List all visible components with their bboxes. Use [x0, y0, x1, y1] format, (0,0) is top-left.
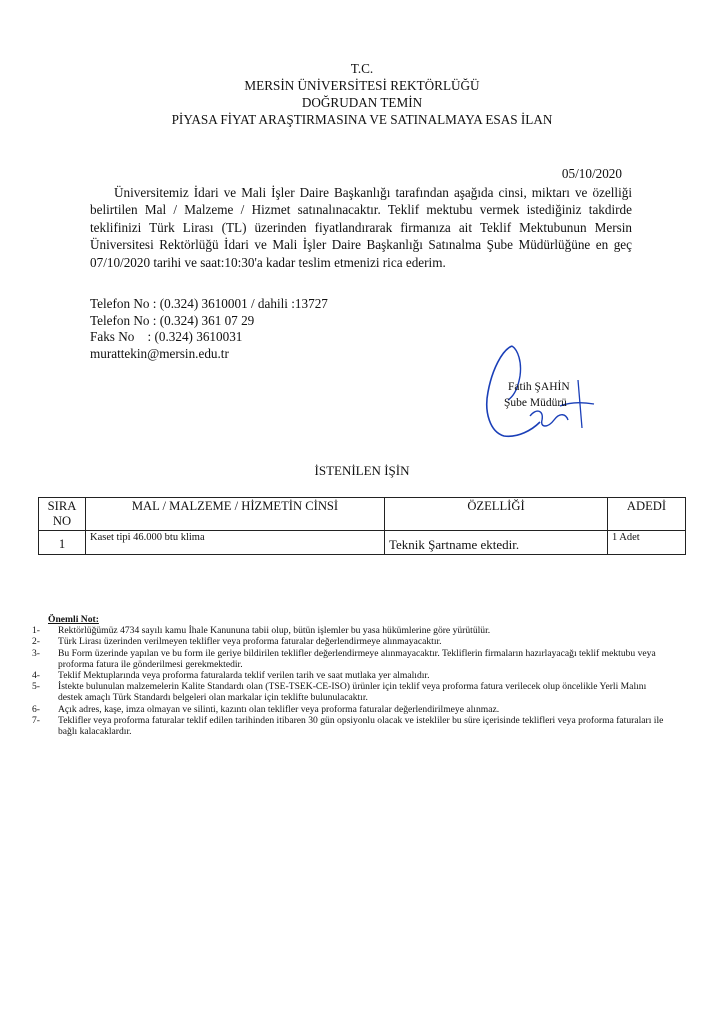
phone-1: Telefon No : (0.324) 3610001 / dahili :13727: [90, 296, 328, 311]
row-ozellik: Teknik Şartname ektedir.: [385, 531, 608, 555]
list-item: [32, 670, 672, 681]
note-text: Teklif Mektuplarında veya proforma faturalarda teklif verilen tarih ve saat mutlaka yer almalıdır.: [58, 670, 430, 682]
intro-text: Üniversitemiz İdari ve Mali İşler Daire Başkanlığı tarafından aşağıda cinsi, miktarı ve özelliği belirtilen Mal / Malzeme / Hizmet satınalınacaktır. Teklif mektubu vermek istediğiniz takdirde teklifinizi Türk Lirası (TL) üzerinden fiyatlandırarak firmanıza ait Teklif Mektubunun Mersin Üniversitesi Rektörlüğü İdari ve Mali İşler Daire Başkanlığı Satınalma Şube Müdürlüğüne en geç 07/10/2020 tarihi ve saat:10:30'a kadar teslim etmenizi rica ederim.: [90, 185, 632, 270]
document-header: [0, 60, 724, 128]
note-number: 7-: [32, 714, 40, 726]
fax-number: Faks No : (0.324) 3610031: [90, 329, 243, 345]
header-procurement-type: DOĞRUDAN TEMİN: [301, 95, 423, 110]
signature-block: [474, 340, 614, 440]
note-number: 5-: [32, 681, 40, 693]
note-number: 4-: [32, 670, 40, 682]
header-adet: ADEDİ: [608, 498, 686, 531]
document-date: 05/10/2020: [561, 166, 622, 181]
note-number: 2-: [32, 636, 40, 648]
note-number: 1-: [32, 625, 40, 637]
phone-2: Telefon No : (0.324) 361 07 29: [90, 312, 255, 328]
list-item: [32, 704, 672, 715]
intro-paragraph: [90, 184, 632, 271]
note-number: 6-: [32, 703, 40, 715]
row-sira: 1: [39, 531, 86, 555]
row-adet: 1 Adet: [608, 531, 686, 555]
signatory-name: Fatih ŞAHİN: [508, 381, 570, 393]
note-text: Teklifler veya proforma faturalar teklif edilen tarihinden itibaren 30 gün opsiyonlu olacak ve istekliler bu süre içerisinde teklifleri veya proforma faturaları ile bağlı kalacaklardır.: [58, 714, 664, 738]
list-item: [32, 715, 672, 737]
note-text: Açık adres, kaşe, imza olmayan ve silinti, kazıntı olan teklifler veya proforma faturalar değerlendirilmeye alınmaz.: [58, 703, 500, 715]
header-tc: T.C.: [350, 61, 374, 76]
header-announcement-title: PİYASA FİYAT ARAŞTIRMASINA VE SATINALMAYA ESAS İLAN: [171, 112, 553, 127]
header-sira: SIRA NO: [39, 498, 86, 531]
note-number: 3-: [32, 647, 40, 659]
items-table: [38, 497, 686, 555]
section-title: İSTENİLEN İŞİN: [314, 463, 410, 478]
list-item: [32, 681, 672, 703]
header-cinsi: MAL / MALZEME / HİZMETİN CİNSİ: [86, 498, 385, 531]
note-text: Rektörlüğümüz 4734 sayılı kamu İhale Kanununa tabii olup, bütün işlemler bu yasa hükümlerine göre yürütülür.: [58, 625, 491, 637]
table-header-row: [39, 498, 686, 531]
important-notes: [32, 614, 672, 737]
header-university: MERSİN ÜNİVERSİTESİ REKTÖRLÜĞÜ: [244, 78, 480, 93]
note-text: İstekte bulunulan malzemelerin Kalite Standardı olan (TSE-TSEK-CE-ISO) ürünler için teklif veya proforma fatura verilecek olup öncelikle Yerli Malını destek amaçlı Türk Standardı belgeleri olan markalar için teklifte bulunulacaktır.: [58, 681, 647, 704]
list-item: [32, 648, 672, 670]
note-text: Bu Form üzerinde yapılan ve bu form ile geriye bildirilen teklifler değerlendirmeye alınmayacaktır. Tekliflerin firmaların hazırlayacağı teklif mektubu veya proforma fatura ile gönderilmesi gerekmektedir.: [58, 647, 656, 670]
email-address: murattekin@mersin.edu.tr: [90, 345, 229, 361]
row-cinsi: Kaset tipi 46.000 btu klima: [86, 531, 385, 555]
signatory-title: Şube Müdürü: [504, 397, 567, 409]
note-text: Türk Lirası üzerinden verilmeyen teklifler veya proforma faturalar değerlendirmeye alınmayacaktır.: [58, 636, 442, 648]
header-ozellik: ÖZELLİĞİ: [385, 498, 608, 531]
contact-block: [90, 296, 328, 362]
list-item: [32, 625, 672, 636]
list-item: [32, 636, 672, 647]
notes-title: Önemli Not:: [48, 614, 99, 625]
table-row: [39, 531, 686, 555]
